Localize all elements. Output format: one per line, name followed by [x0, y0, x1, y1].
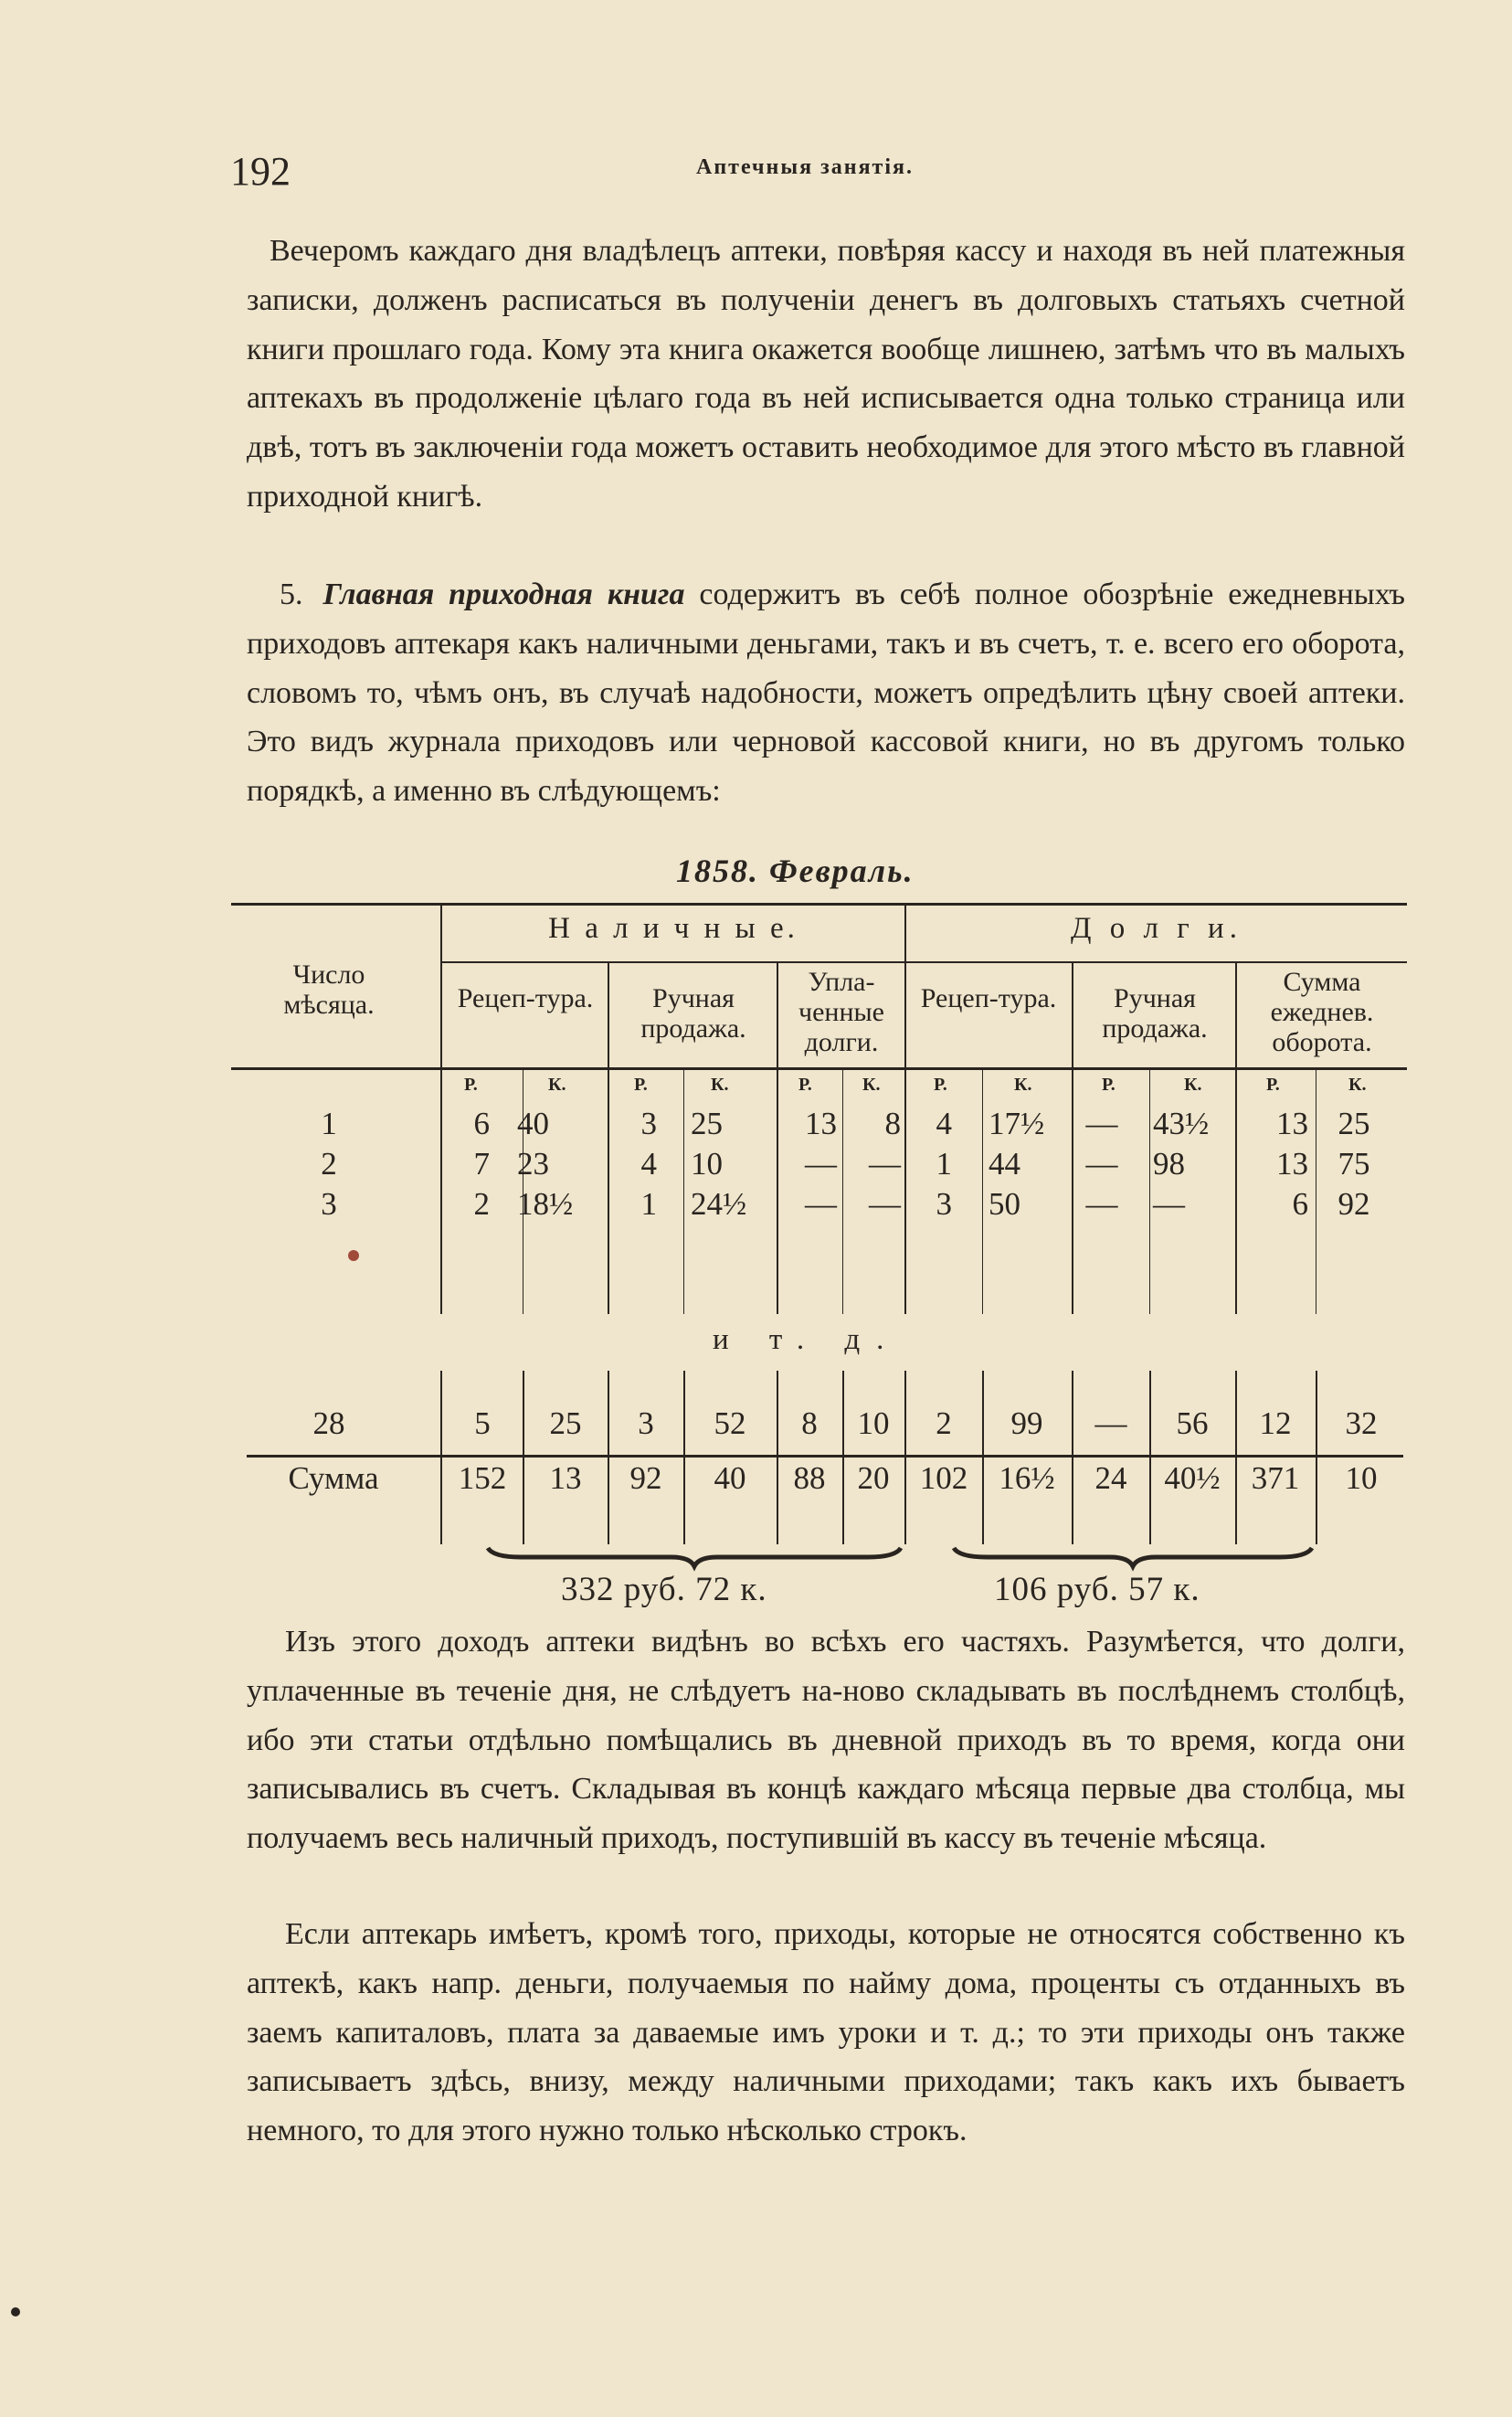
header-debts: Д о л г и. — [1071, 912, 1242, 945]
sum-cell: 40½ — [1164, 1460, 1221, 1496]
cell: 1 — [640, 1186, 657, 1222]
column-rule — [608, 1371, 609, 1544]
cell: 32 — [1345, 1405, 1378, 1441]
sum-cell: 102 — [919, 1460, 968, 1496]
rub-label: Р. — [1266, 1075, 1280, 1095]
sum-cell: 20 — [857, 1460, 890, 1496]
cell: 6 — [473, 1106, 490, 1141]
cell: 99 — [1010, 1405, 1043, 1441]
header-bottom-rule — [231, 1067, 1407, 1070]
sum-cell: 88 — [793, 1460, 826, 1496]
kop-label: К. — [1014, 1075, 1032, 1095]
cell: 44 — [989, 1146, 1020, 1182]
header-col-5: Ручная продажа. — [1102, 983, 1208, 1044]
header-col-3: Упла-ченные долги. — [798, 967, 884, 1057]
day-cell: 1 — [321, 1106, 337, 1141]
cell: — — [1094, 1405, 1127, 1441]
kop-label: К. — [1184, 1075, 1202, 1095]
cell: 10 — [691, 1146, 723, 1182]
sum-cell: 371 — [1251, 1460, 1300, 1496]
column-rule — [982, 1371, 984, 1544]
paragraph-2-text: содержитъ въ себѣ полное обозрѣніе ежедневныхъ приходовъ аптекаря какъ наличными деньгами, такъ и въ счетъ, т. е. всего его оборота, словомъ то, чѣмъ онъ, въ случаѣ надобности, можетъ опредѣлить цѣну своей аптеки. Это видъ журнала приходовъ или черновой кассовой книги, но въ другомъ только порядкѣ, а именно въ слѣдующемъ: — [247, 578, 1406, 809]
cell: 17½ — [989, 1106, 1045, 1141]
sum-cell: 152 — [458, 1460, 507, 1496]
column-rule — [777, 1371, 778, 1544]
sum-cell: 10 — [1345, 1460, 1378, 1496]
cell: 1 — [936, 1146, 952, 1182]
cell: 12 — [1259, 1405, 1292, 1441]
header-col-1: Рецеп-тура. — [457, 983, 594, 1013]
cell: 2 — [936, 1405, 952, 1441]
column-rule — [842, 1371, 844, 1544]
column-rule — [982, 1069, 983, 1314]
rub-label: Р. — [798, 1075, 812, 1095]
cell: — — [1153, 1186, 1185, 1222]
sum-cell: 92 — [629, 1460, 662, 1496]
cell: 56 — [1176, 1405, 1209, 1441]
cell: 43½ — [1153, 1106, 1210, 1141]
etc-label: и т. д. — [713, 1323, 901, 1356]
cell: 5 — [474, 1405, 491, 1441]
cell: 40 — [517, 1106, 549, 1141]
column-rule — [1149, 1371, 1151, 1544]
day-cell: 28 — [312, 1405, 345, 1441]
column-rule — [904, 1371, 906, 1544]
cell: 3 — [638, 1405, 654, 1441]
cell: 52 — [714, 1405, 746, 1441]
paragraph-1: Вечеромъ каждаго дня владѣлецъ аптеки, повѣряя кассу и находя въ ней платежныя записки, долженъ расписаться въ полученіи денегъ въ долговыхъ статьяхъ счетной книги прошлаго года. Кому эта книга окажется вообще лишнею, затѣмъ что въ малыхъ аптекахъ въ продолженіе цѣлаго года въ ней исписывается одна только страница или двѣ, тотъ въ заключеніи года можетъ оставить необходимое для этого мѣсто въ главной приходной книгѣ. — [247, 234, 1405, 514]
cell: 8 — [801, 1405, 818, 1441]
column-rule — [440, 1371, 442, 1544]
brace-debts — [950, 1544, 1316, 1572]
day-cell: 3 — [321, 1186, 337, 1222]
ink-spot — [11, 2307, 20, 2316]
kop-label: К. — [711, 1075, 729, 1095]
cell: — — [805, 1186, 837, 1222]
rub-label: Р. — [464, 1075, 478, 1095]
cell: — — [1085, 1146, 1118, 1182]
rub-label: Р. — [1102, 1075, 1115, 1095]
cell: 50 — [989, 1186, 1020, 1222]
cell: 6 — [1292, 1186, 1308, 1222]
section-title: Главная приходная книга — [322, 578, 685, 611]
cell: 4 — [640, 1146, 657, 1182]
column-rule — [1072, 961, 1073, 1314]
continuation-dot — [348, 1250, 359, 1261]
header-col-4: Рецеп-тура. — [920, 983, 1057, 1013]
cell: — — [805, 1146, 837, 1182]
column-rule — [1316, 1371, 1317, 1544]
cell: 25 — [1338, 1106, 1370, 1141]
rub-label: Р. — [634, 1075, 648, 1095]
debts-total: 106 руб. 57 к. — [994, 1571, 1200, 1608]
cash-total: 332 руб. 72 к. — [561, 1571, 767, 1608]
sum-cell: 24 — [1094, 1460, 1127, 1496]
cell: 3 — [936, 1186, 952, 1222]
column-rule — [1149, 1069, 1150, 1314]
cell: 13 — [1276, 1106, 1308, 1141]
cell: 3 — [640, 1106, 657, 1141]
cell: 23 — [517, 1146, 549, 1182]
table-title: 1858. Февраль. — [676, 853, 915, 889]
paragraph-2 — [247, 570, 1405, 816]
kop-label: К. — [1348, 1075, 1367, 1095]
cell: 18½ — [517, 1186, 574, 1222]
kop-label: К. — [862, 1075, 881, 1095]
cell: 10 — [857, 1405, 890, 1441]
cell: 25 — [691, 1106, 723, 1141]
cell: 8 — [884, 1106, 901, 1141]
column-rule — [683, 1371, 685, 1544]
cell: — — [1085, 1186, 1118, 1222]
column-rule — [842, 1069, 843, 1314]
section-number: 5. — [280, 578, 303, 611]
cell: — — [1085, 1106, 1118, 1141]
cell: 92 — [1338, 1186, 1370, 1222]
sum-cell: 16½ — [999, 1460, 1055, 1496]
sum-cell: 40 — [714, 1460, 746, 1496]
sum-rule — [247, 1455, 1403, 1458]
cell: 4 — [936, 1106, 952, 1141]
header-day: Число мѣсяца. — [283, 959, 375, 1020]
cell: 75 — [1338, 1146, 1370, 1182]
cell: — — [869, 1186, 901, 1222]
paragraph-3: Изъ этого доходъ аптеки видѣнъ во всѣхъ его частяхъ. Разумѣется, что долги, уплаченные въ теченіе дня, не слѣдуетъ на-ново складывать въ послѣднемъ столбцѣ, ибо эти статьи отдѣльно помѣщались въ дневной приходъ въ то время, когда они записывались въ счетъ. Складывая въ концѣ каждаго мѣсяца первые два столбца, мы получаемъ весь наличный приходъ, поступившій въ кассу въ теченіе мѣсяца. — [247, 1625, 1405, 1856]
group-header-rule — [440, 961, 1407, 963]
kop-label: К. — [548, 1075, 566, 1095]
table-top-rule — [231, 903, 1407, 906]
cell: 7 — [473, 1146, 490, 1182]
day-cell: 2 — [321, 1146, 337, 1182]
header-col-6: Сумма ежеднев. оборота. — [1270, 967, 1374, 1057]
column-rule — [1235, 1371, 1237, 1544]
page-number: 192 — [230, 149, 291, 194]
cell: 25 — [549, 1405, 582, 1441]
cell: — — [869, 1146, 901, 1182]
sum-cell: 13 — [549, 1460, 582, 1496]
column-rule — [1072, 1371, 1073, 1544]
brace-cash — [484, 1544, 904, 1572]
running-head: Аптечныя занятія. — [696, 155, 914, 179]
header-cash: Н а л и ч н ы е. — [548, 912, 798, 945]
cell: 13 — [805, 1106, 837, 1141]
rub-label: Р. — [934, 1075, 947, 1095]
column-rule — [523, 1371, 524, 1544]
column-rule — [683, 1069, 684, 1314]
cell: 24½ — [691, 1186, 747, 1222]
cell: 2 — [473, 1186, 490, 1222]
header-col-2: Ручная продажа. — [640, 983, 746, 1044]
sum-label: Сумма — [288, 1460, 379, 1496]
cell: 98 — [1153, 1146, 1185, 1182]
paragraph-4: Если аптекарь имѣетъ, кромѣ того, приходы, которые не относятся собственно къ аптекѣ, какъ напр. деньги, получаемыя по найму дома, проценты съ отданныхъ въ заемъ капиталовъ, плата за даваемые имъ уроки и т. д.; то эти приходы онъ также записываетъ здѣсь, внизу, между наличными приходами; такъ какъ ихъ бываетъ немного, то для этого нужно только нѣсколько строкъ. — [247, 1917, 1405, 2148]
cell: 13 — [1276, 1146, 1308, 1182]
